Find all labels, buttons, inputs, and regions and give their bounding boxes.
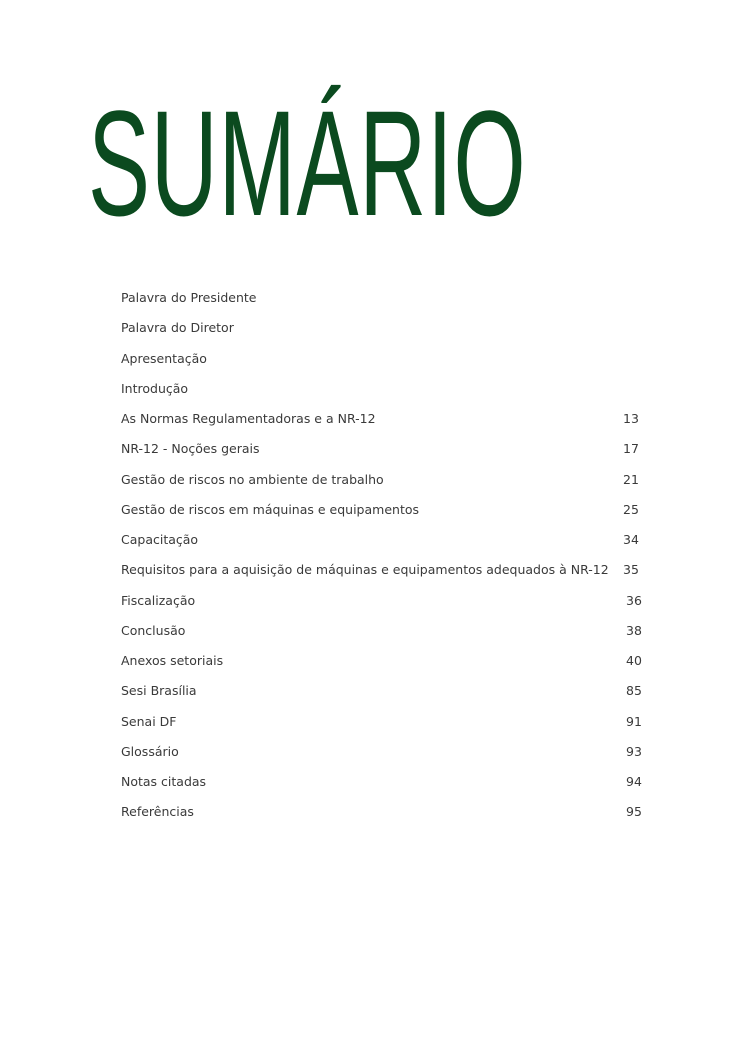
toc-entry-label: Conclusão bbox=[121, 622, 186, 638]
toc-entry-label: Notas citadas bbox=[121, 774, 207, 789]
toc-entry-label: Sesi Brasília bbox=[121, 683, 197, 699]
toc-entry[interactable] bbox=[121, 650, 651, 680]
toc-entry[interactable] bbox=[121, 348, 651, 378]
toc-entry-label: Referências bbox=[121, 804, 194, 820]
toc-entry[interactable] bbox=[121, 317, 651, 347]
toc-entry-label: Gestão de riscos em máquinas e equipamentos bbox=[121, 501, 420, 517]
page-title: SUMÁRIO bbox=[88, 79, 527, 247]
toc-entry-page-number: 38 bbox=[626, 622, 642, 638]
toc-entry[interactable] bbox=[121, 499, 651, 529]
toc-entry[interactable] bbox=[121, 469, 651, 499]
toc-entry[interactable] bbox=[121, 801, 651, 831]
toc-entry-label: Anexos setoriais bbox=[121, 653, 224, 668]
toc-entry[interactable] bbox=[121, 711, 651, 741]
toc-entry[interactable] bbox=[121, 378, 651, 408]
toc-entry-page-number: 35 bbox=[623, 562, 639, 578]
toc-entry[interactable] bbox=[121, 620, 651, 650]
toc-entry-page-number: 93 bbox=[626, 743, 642, 759]
toc-entry[interactable] bbox=[121, 741, 651, 771]
toc-entry-label: Requisitos para a aquisição de máquinas e equipamentos adequados à NR-12 bbox=[121, 562, 609, 578]
toc-entry-label: Palavra do Diretor bbox=[121, 320, 234, 336]
toc-entry-page-number: 25 bbox=[623, 501, 639, 517]
toc-entry-page-number: 40 bbox=[626, 653, 642, 668]
table-of-contents bbox=[121, 287, 651, 832]
toc-entry-label: As Normas Regulamentadoras e a NR-12 bbox=[121, 411, 376, 426]
toc-entry[interactable] bbox=[121, 408, 651, 438]
toc-entry[interactable] bbox=[121, 438, 651, 468]
toc-entry-page-number: 13 bbox=[623, 411, 639, 426]
toc-entry-page-number: 36 bbox=[626, 592, 642, 608]
toc-entry-label: Glossário bbox=[121, 743, 179, 759]
toc-entry-page-number: 85 bbox=[626, 683, 642, 699]
toc-entry-label: Palavra do Presidente bbox=[121, 290, 257, 305]
toc-entry-page-number: 95 bbox=[626, 804, 642, 820]
toc-entry[interactable] bbox=[121, 590, 651, 620]
toc-entry[interactable] bbox=[121, 680, 651, 710]
toc-entry-label: Fiscalização bbox=[121, 592, 196, 608]
toc-entry-page-number: 91 bbox=[626, 713, 642, 729]
toc-entry[interactable] bbox=[121, 287, 651, 317]
toc-entry-page-number: 17 bbox=[623, 441, 639, 457]
toc-entry[interactable] bbox=[121, 529, 651, 559]
toc-entry-page-number: 94 bbox=[626, 774, 642, 789]
toc-entry[interactable] bbox=[121, 559, 651, 589]
toc-entry-label: Capacitação bbox=[121, 532, 199, 547]
toc-entry[interactable] bbox=[121, 771, 651, 801]
toc-entry-label: Apresentação bbox=[121, 350, 207, 366]
toc-entry-page-number: 34 bbox=[623, 532, 639, 547]
toc-entry-label: NR-12 - Noções gerais bbox=[121, 441, 260, 457]
toc-entry-label: Gestão de riscos no ambiente de trabalho bbox=[121, 471, 384, 487]
toc-entry-page-number: 21 bbox=[623, 471, 639, 487]
toc-entry-label: Introdução bbox=[121, 380, 189, 396]
toc-entry-label: Senai DF bbox=[121, 713, 177, 729]
